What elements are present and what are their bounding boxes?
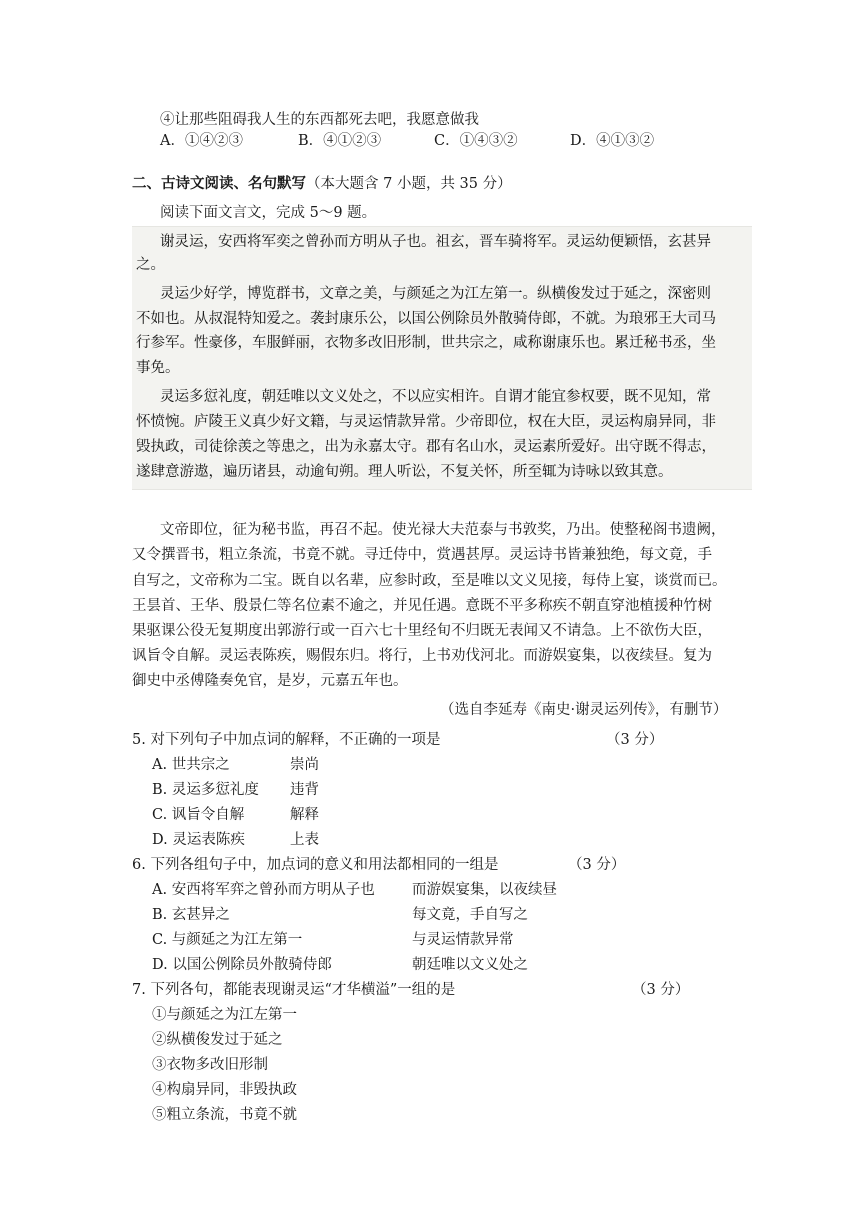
q6-option-d-right: 朝廷唯以文义处之: [412, 957, 528, 973]
source-citation: （选自李延寿《南史·谢灵运列传》，有删节）: [440, 702, 728, 718]
q5-gloss-a: 崇尚: [290, 757, 319, 773]
q7-points: （3 分）: [632, 982, 690, 998]
option-a: A．①④②③: [160, 133, 243, 149]
q7-item-4: ④构扇异同，非毁执政: [152, 1082, 297, 1098]
scan-line-4: 不如也。从叔混特知爱之。袭封康乐公，以国公例除员外散骑侍郎，不就。为琅邪王大司马: [136, 311, 716, 327]
option-c: C．①④③②: [434, 133, 518, 149]
scan-line-5: 行参军。性豪侈，车服鲜丽，衣物多改旧形制，世共宗之，咸称谢康乐也。累迁秘书丞，坐: [136, 335, 716, 351]
option-d: D．④①③②: [570, 133, 655, 149]
section-title: [132, 174, 512, 194]
scan-line-7: 灵运多愆礼度，朝廷唯以文义处之，不以应实相许。自谓才能宜参权要，既不见知，常: [160, 389, 711, 405]
q7-stem: 7. 下列各句，都能表现谢灵运“才华横溢”一组的是: [132, 982, 456, 998]
scan-line-8: 怀愤惋。庐陵王义真少好文籍，与灵运情款异常。少帝即位，权在大臣，灵运构扇异同，非: [136, 414, 716, 430]
q5-gloss-d: 上表: [290, 832, 319, 848]
q6-option-b-right: 每文竟，手自写之: [412, 907, 528, 923]
q6-option-a-right: 而游娱宴集，以夜续昼: [412, 882, 557, 898]
item-4-text: ④让那些阻碍我人生的东西都死去吧，我愿意做我: [160, 112, 479, 128]
q5-option-b: B. 灵运多愆礼度: [152, 782, 259, 798]
q6-option-d-left: D. 以国公例除员外散骑侍郎: [152, 957, 332, 973]
q7-item-1: ①与颜延之为江左第一: [152, 1007, 297, 1023]
section-title-rest: （本大题含 7 小题，共 35 分）: [306, 176, 512, 192]
q6-option-c-left: C. 与颜延之为江左第一: [152, 932, 303, 948]
typed-line-1: 文帝即位，征为秘书监，再召不起。使光禄大夫范泰与书敦奖，乃出。使整秘阁书遗阙，: [160, 522, 726, 538]
typed-line-7: 御史中丞傅隆奏免官，是岁，元嘉五年也。: [132, 673, 408, 689]
q7-item-3: ③衣物多改旧形制: [152, 1057, 268, 1073]
scan-line-2: 之。: [136, 257, 165, 273]
q7-item-2: ②纵横俊发过于延之: [152, 1032, 283, 1048]
q5-points: （3 分）: [606, 732, 664, 748]
q6-option-a-left: A. 安西将军弈之曾孙而方明从子也: [152, 882, 375, 898]
q6-points: （3 分）: [568, 857, 626, 873]
typed-line-6: 讽旨令自解。灵运表陈疾，赐假东归。将行，上书劝伐河北。而游娱宴集，以夜续昼。复为: [132, 648, 712, 664]
q6-option-c-right: 与灵运情款异常: [412, 932, 514, 948]
scanned-passage: [132, 226, 752, 490]
typed-line-3: 自写之，文帝称为二宝。既自以名辈，应参时政，至是唯以文义见接，每侍上宴，谈赏而已。: [132, 573, 727, 589]
typed-line-4: 王昙首、王华、殷景仁等名位素不逾之，并见任遇。意既不平多称疾不朝直穿池植援种竹树: [132, 598, 712, 614]
typed-line-5: 果驱课公役无复期度出郭游行或一百六七十里经旬不归既无表闻又不请急。上不欲伤大臣，: [132, 623, 712, 639]
section-title-bold: 二、古诗文阅读、名句默写: [132, 175, 306, 192]
q6-stem: 6. 下列各组句子中，加点词的意义和用法都相同的一组是: [132, 857, 499, 873]
instruction: 阅读下面文言文，完成 5～9 题。: [160, 205, 377, 221]
scan-line-3: 灵运少好学，博览群书，文章之美，与颜延之为江左第一。纵横俊发过于延之，深密则: [160, 286, 711, 302]
q5-gloss-c: 解释: [290, 807, 319, 823]
scan-line-6: 事免。: [136, 360, 180, 376]
q5-gloss-b: 违背: [290, 782, 319, 798]
scan-line-9: 毁执政，司徒徐羡之等患之，出为永嘉太守。郡有名山水，灵运素所爱好。出守既不得志，: [136, 439, 716, 455]
q5-option-a: A. 世共宗之: [152, 757, 230, 773]
q5-stem: 5. 对下列句子中加点词的解释，不正确的一项是: [132, 732, 441, 748]
q5-option-d: D. 灵运表陈疾: [152, 832, 245, 848]
typed-line-2: 又令撰晋书，粗立条流，书竟不就。寻迁侍中，赏遇甚厚。灵运诗书皆兼独绝，每文竟，手: [132, 547, 712, 563]
scan-line-10: 遂肆意游遨，遍历诸县，动逾旬朔。理人听讼，不复关怀，所至辄为诗咏以致其意。: [136, 464, 673, 480]
q6-option-b-left: B. 玄甚异之: [152, 907, 230, 923]
scan-line-1: 谢灵运，安西将军奕之曾孙而方明从子也。祖玄，晋车骑将军。灵运幼便颖悟，玄甚异: [160, 234, 711, 250]
q5-option-c: C. 讽旨令自解: [152, 807, 245, 823]
q7-item-5: ⑤粗立条流，书竟不就: [152, 1107, 297, 1123]
option-b: B．④①②③: [298, 133, 382, 149]
